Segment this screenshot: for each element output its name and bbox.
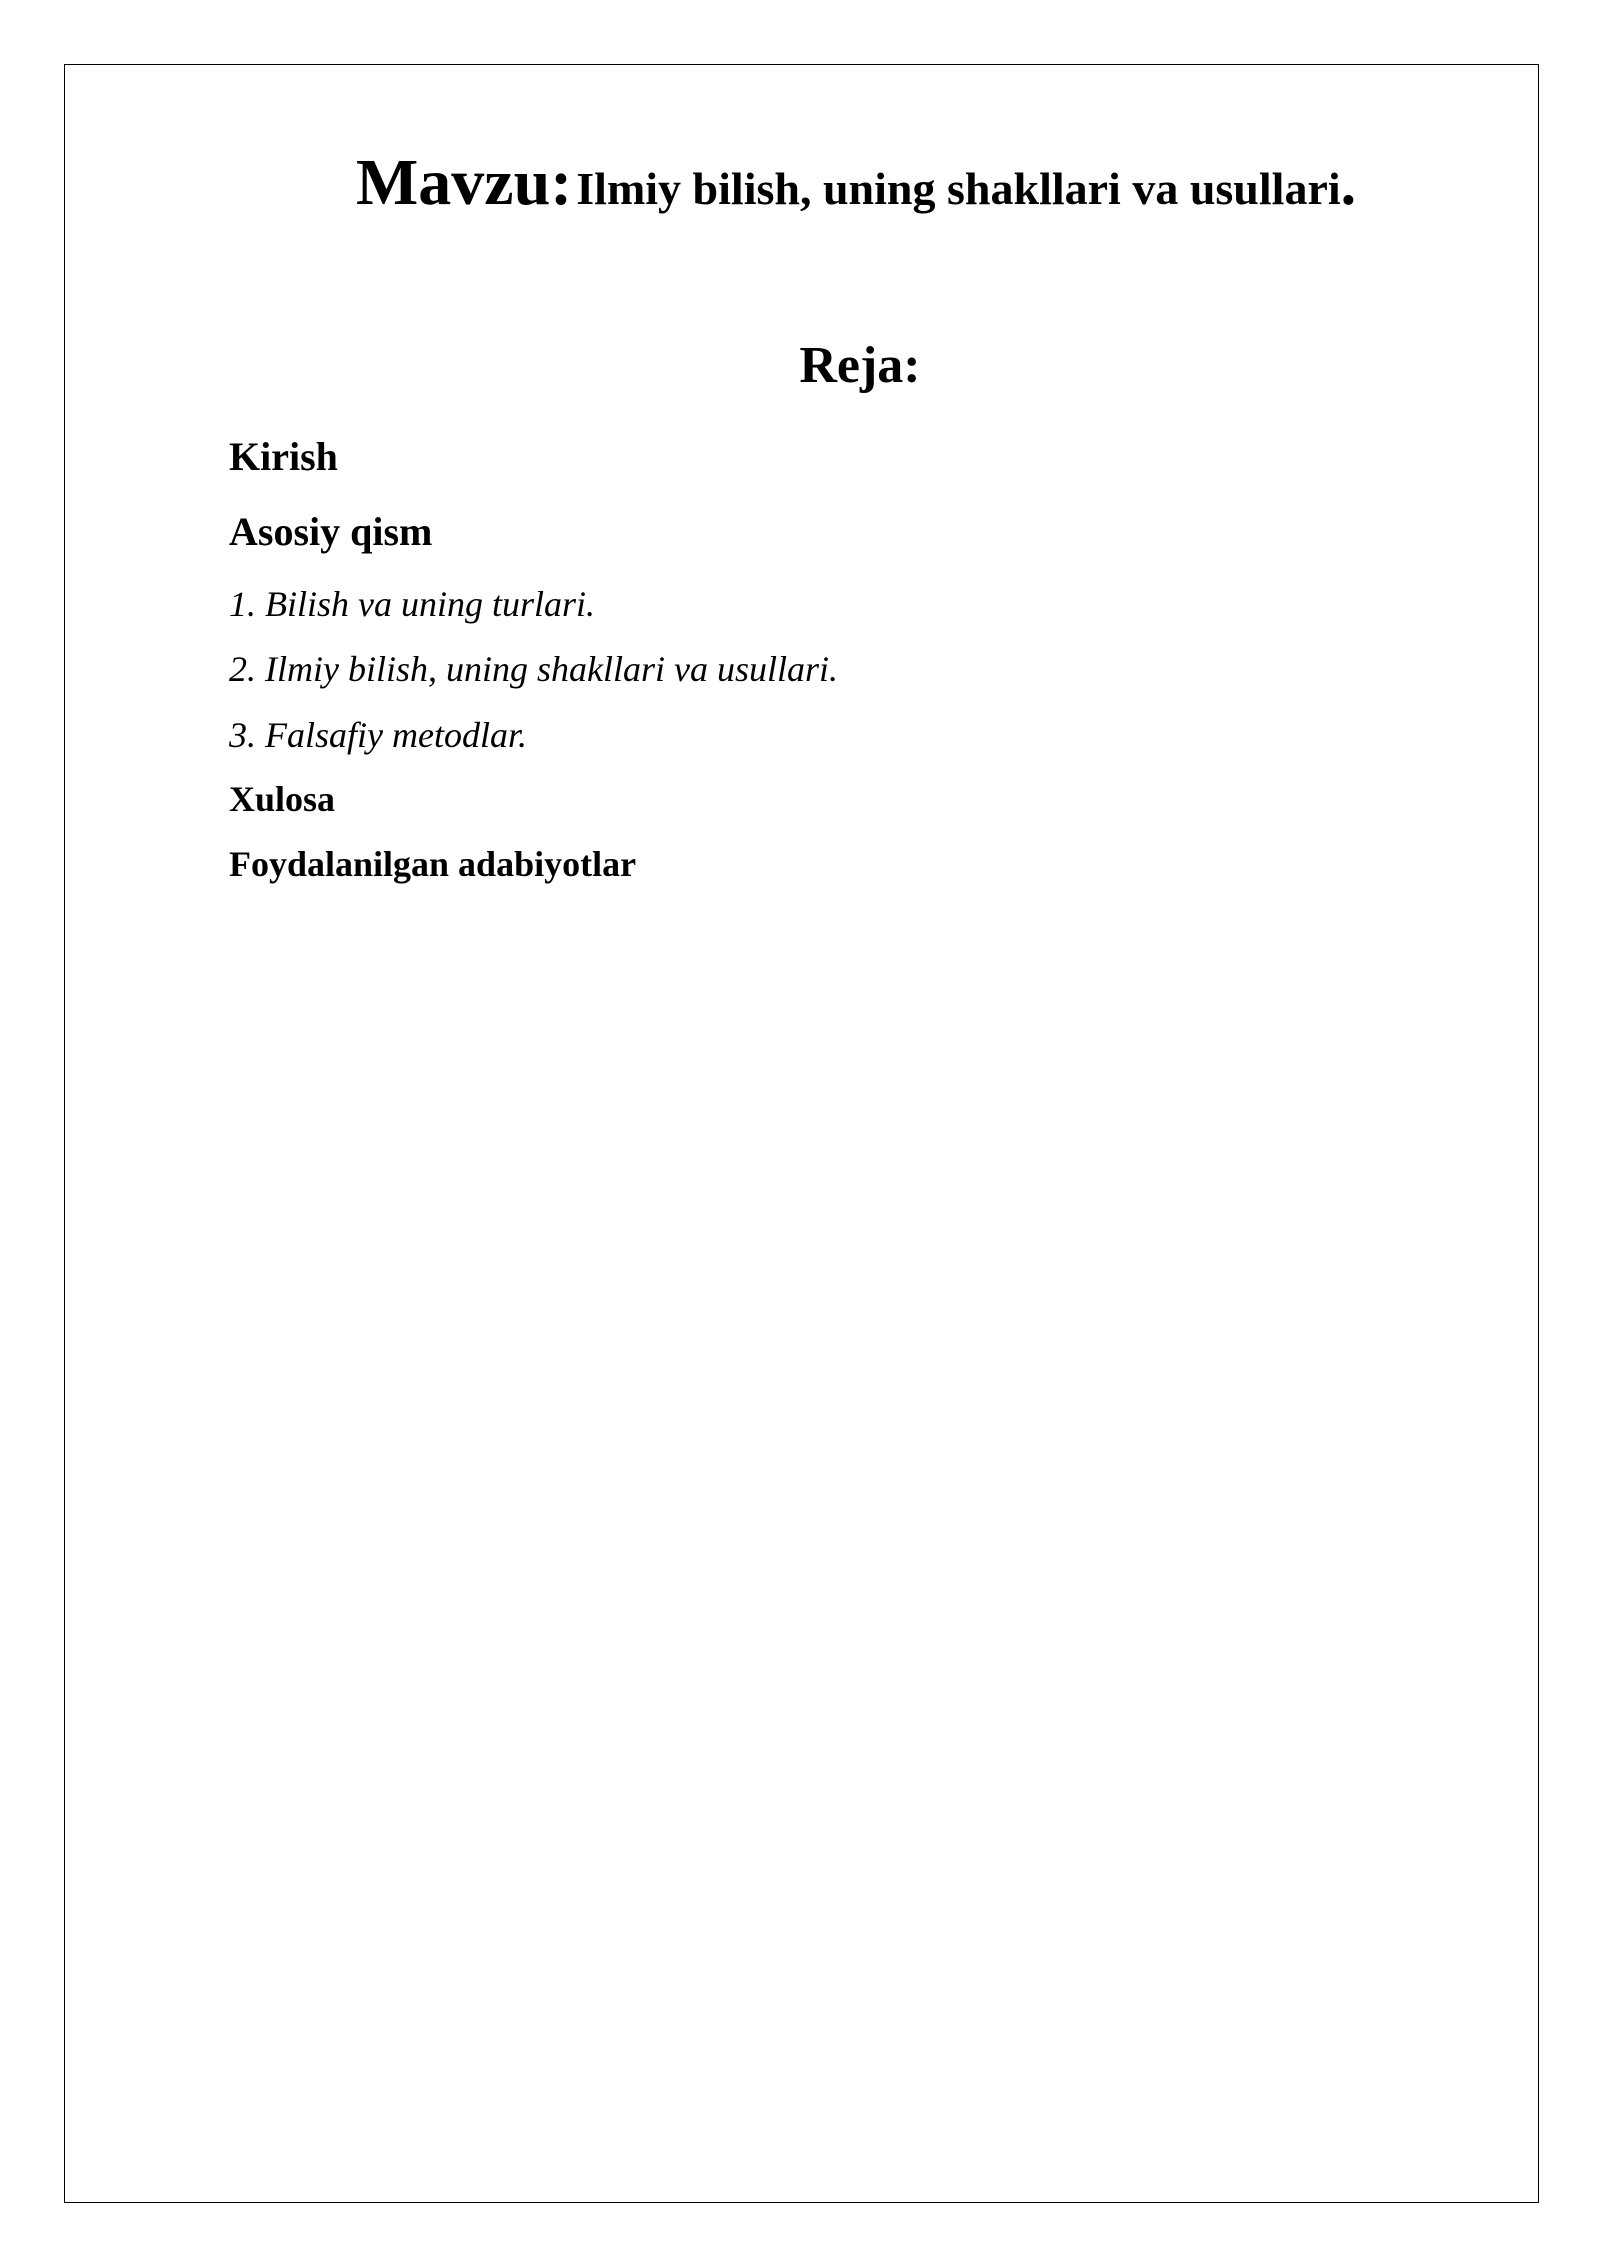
title-end-mark: .: [1340, 150, 1357, 218]
plan-references: Foydalanilgan adabiyotlar: [229, 844, 637, 884]
plan-intro: Kirish: [229, 434, 338, 479]
title-topic: Ilmiy bilish, uning shakllari va usullari: [576, 163, 1341, 214]
page-title: [356, 146, 1357, 219]
plan-conclusion: Xulosa: [229, 779, 336, 819]
plan-heading: Reja:: [799, 337, 921, 394]
title-label: Mavzu:: [356, 146, 573, 219]
plan-item-1: 1. Bilish va uning turlari.: [229, 584, 596, 624]
plan-item-3: 3. Falsafiy metodlar.: [229, 715, 527, 755]
plan-main-part: Asosiy qism: [229, 509, 433, 554]
plan-item-2: 2. Ilmiy bilish, uning shakllari va usullari.: [229, 649, 838, 689]
